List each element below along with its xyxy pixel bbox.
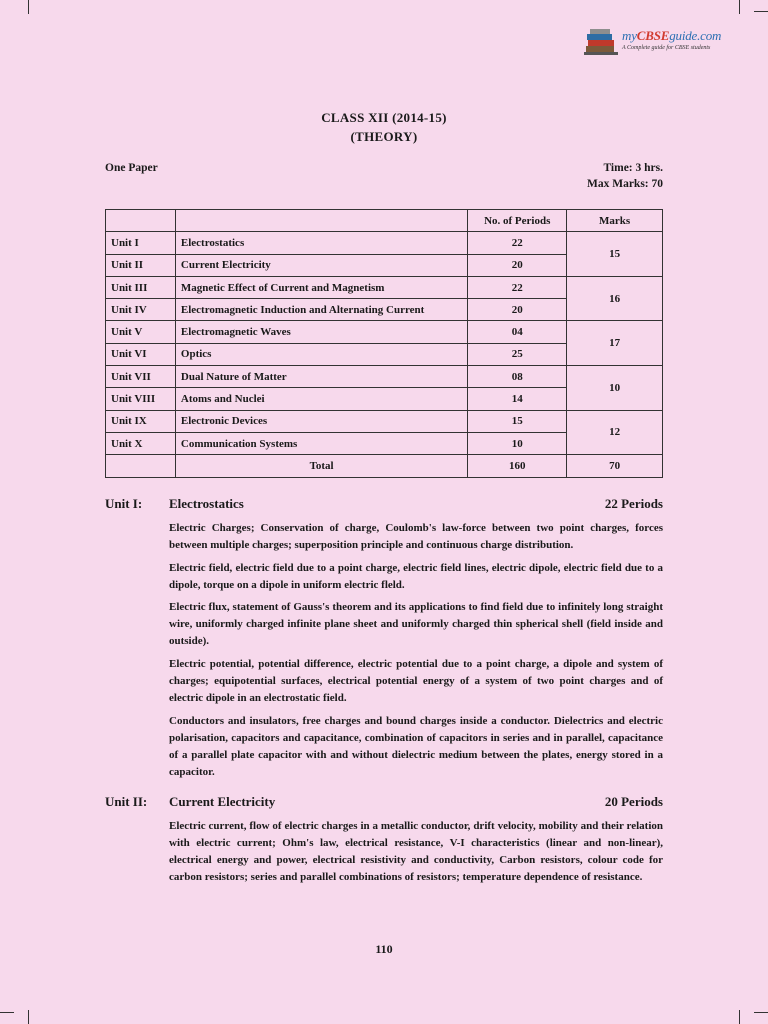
periods-cell: 22: [468, 232, 567, 254]
unit-cell: Unit II: [106, 254, 176, 276]
unit-1-paragraph: Electric potential, potential difference, electric potential due to a point charge, a dipole and system of charges; equipotential surfaces, electrical potential energy of a system of two point charges and of electric dipole in an electrostatic field.: [169, 658, 663, 704]
page-subtitle: (THEORY): [350, 129, 418, 144]
unit-cell: Unit VIII: [106, 388, 176, 410]
periods-cell: 14: [468, 388, 567, 410]
page-number: 110: [375, 942, 393, 956]
books-icon: [584, 28, 618, 56]
header-unit-cell: [106, 210, 176, 232]
unit-2-periods: 20 Periods: [604, 794, 663, 809]
unit-cell: Unit VII: [106, 366, 176, 388]
unit-cell: Unit I: [106, 232, 176, 254]
periods-cell: 08: [468, 366, 567, 388]
crop-mark: [754, 11, 768, 12]
unit-cell: Unit IV: [106, 299, 176, 321]
title-cell: Electrostatics: [175, 232, 467, 254]
crop-mark: [28, 1010, 29, 1024]
unit-cell: Unit X: [106, 432, 176, 454]
unit-1-periods: 22 Periods: [604, 496, 663, 511]
crop-mark: [739, 1010, 740, 1024]
header-title-cell: [175, 210, 467, 232]
table-header-row: [106, 210, 663, 232]
logo-tagline: A Complete guide for CBSE students: [622, 45, 711, 51]
unit-1-paragraph: Electric flux, statement of Gauss's theorem and its applications to find field due to infinitely long straight wire, uniformly charged infinite plane sheet and uniformly charged thin spherical shell (field inside and outside).: [169, 601, 663, 647]
paper-label: One Paper: [105, 162, 158, 174]
periods-cell: 20: [468, 254, 567, 276]
unit-cell: Unit III: [106, 276, 176, 298]
unit-cell: Unit VI: [106, 343, 176, 365]
total-label: Total: [175, 455, 467, 477]
unit-cell: Unit IX: [106, 410, 176, 432]
mycbseguide-logo[interactable]: [584, 26, 724, 58]
marks-cell: 12: [567, 410, 663, 455]
periods-cell: 10: [468, 432, 567, 454]
title-cell: Dual Nature of Matter: [175, 366, 467, 388]
crop-mark: [28, 0, 29, 14]
unit-1-name: Electrostatics: [169, 496, 244, 511]
unit-2-paragraph: Electric current, flow of electric charges in a metallic conductor, drift velocity, mobility and their relation with electric current; Ohm's law, electrical resistance, V-I characteristics (linear and non-linear), electrical energy and power, electrical resistivity and conductivity, Carbon resistors, colour code for carbon resistors; series and parallel combinations of resistors; temperature dependence of resistance.: [169, 820, 663, 883]
crop-mark: [754, 1012, 768, 1013]
marks-cell: 15: [567, 232, 663, 277]
crop-mark: [739, 0, 740, 14]
title-cell: Magnetic Effect of Current and Magnetism: [175, 276, 467, 298]
total-marks: 70: [567, 455, 663, 477]
unit-cell: Unit V: [106, 321, 176, 343]
table-row: [106, 366, 663, 388]
table-row: [106, 276, 663, 298]
table-row: [106, 410, 663, 432]
marks-cell: 10: [567, 366, 663, 411]
title-cell: Optics: [175, 343, 467, 365]
header-marks: Marks: [567, 210, 663, 232]
periods-cell: 15: [468, 410, 567, 432]
unit-2-name: Current Electricity: [169, 794, 276, 809]
marks-cell: 16: [567, 276, 663, 321]
table-row: [106, 232, 663, 254]
time-label: Time: 3 hrs.: [603, 162, 663, 174]
title-cell: Electromagnetic Waves: [175, 321, 467, 343]
unit-1-paragraph: Electric field, electric field due to a point charge, electric field lines, electric dipole, electric field due to a dipole, torque on a dipole in uniform electric fleld.: [169, 562, 663, 591]
unit-1-id: Unit I:: [105, 496, 143, 511]
header-periods: No. of Periods: [468, 210, 567, 232]
periods-cell: 04: [468, 321, 567, 343]
max-marks-label: Max Marks: 70: [586, 178, 663, 190]
unit-1-paragraph: Conductors and insulators, free charges and bound charges inside a conductor. Dielectrics and electric polarisation, capacitors and capacitance, combination of capacitors in series and in parallel, capacitance of a parallel plate capacitor with and without dielectric medium between the plates, energy stored in a capacitor.: [169, 715, 663, 778]
table-total-row: [106, 455, 663, 477]
total-empty-cell: [106, 455, 176, 477]
periods-cell: 25: [468, 343, 567, 365]
total-periods: 160: [468, 455, 567, 477]
unit-1-paragraph: Electric Charges; Conservation of charge, Coulomb's law-force between two point charges, forces between multiple charges; superposition principle and continuous charge distribution.: [169, 522, 663, 551]
periods-cell: 22: [468, 276, 567, 298]
periods-cell: 20: [468, 299, 567, 321]
page-title: CLASS XII (2014-15): [321, 110, 447, 125]
marks-cell: 17: [567, 321, 663, 366]
unit-2-id: Unit II:: [105, 794, 148, 809]
title-cell: Communication Systems: [175, 432, 467, 454]
logo-brand: myCBSEguide.com: [622, 28, 722, 43]
unit-weightage-table: [105, 209, 663, 478]
table-row: [106, 321, 663, 343]
title-cell: Current Electricity: [175, 254, 467, 276]
title-cell: Atoms and Nuclei: [175, 388, 467, 410]
title-cell: Electromagnetic Induction and Alternating Current: [175, 299, 467, 321]
title-cell: Electronic Devices: [175, 410, 467, 432]
crop-mark: [0, 1012, 14, 1013]
